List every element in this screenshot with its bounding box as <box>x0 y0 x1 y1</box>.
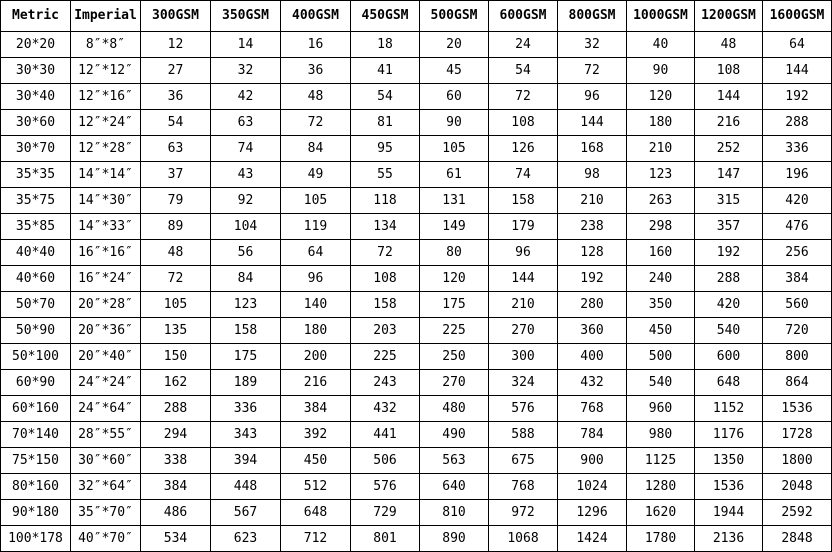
weight-cell: 210 <box>558 188 627 214</box>
weight-cell: 90 <box>420 110 489 136</box>
metric-size-cell: 30*40 <box>1 84 71 110</box>
weight-cell: 338 <box>141 448 211 474</box>
weight-cell: 108 <box>489 110 558 136</box>
weight-cell: 768 <box>489 474 558 500</box>
weight-cell: 384 <box>763 266 832 292</box>
weight-cell: 357 <box>695 214 763 240</box>
weight-cell: 12 <box>141 32 211 58</box>
weight-cell: 1424 <box>558 526 627 552</box>
weight-cell: 1176 <box>695 422 763 448</box>
weight-cell: 175 <box>211 344 281 370</box>
weight-cell: 55 <box>351 162 420 188</box>
weight-cell: 1536 <box>695 474 763 500</box>
weight-cell: 2848 <box>763 526 832 552</box>
weight-cell: 32 <box>558 32 627 58</box>
imperial-size-cell: 20″*36″ <box>71 318 141 344</box>
weight-cell: 432 <box>351 396 420 422</box>
table-row <box>1 370 832 396</box>
weight-cell: 567 <box>211 500 281 526</box>
weight-cell: 37 <box>141 162 211 188</box>
weight-cell: 720 <box>763 318 832 344</box>
table-row <box>1 266 832 292</box>
imperial-size-cell: 14″*33″ <box>71 214 141 240</box>
weight-cell: 1280 <box>627 474 695 500</box>
weight-cell: 324 <box>489 370 558 396</box>
table-row <box>1 240 832 266</box>
table-row <box>1 188 832 214</box>
weight-cell: 298 <box>627 214 695 240</box>
weight-cell: 74 <box>211 136 281 162</box>
weight-cell: 160 <box>627 240 695 266</box>
weight-cell: 450 <box>627 318 695 344</box>
weight-cell: 128 <box>558 240 627 266</box>
weight-cell: 54 <box>141 110 211 136</box>
weight-cell: 563 <box>420 448 489 474</box>
weight-cell: 123 <box>627 162 695 188</box>
weight-cell: 768 <box>558 396 627 422</box>
weight-cell: 432 <box>558 370 627 396</box>
weight-cell: 225 <box>420 318 489 344</box>
column-header: 350GSM <box>211 1 281 32</box>
weight-cell: 350 <box>627 292 695 318</box>
weight-cell: 263 <box>627 188 695 214</box>
weight-cell: 1780 <box>627 526 695 552</box>
weight-cell: 1620 <box>627 500 695 526</box>
weight-cell: 49 <box>281 162 351 188</box>
metric-size-cell: 30*60 <box>1 110 71 136</box>
weight-cell: 420 <box>763 188 832 214</box>
weight-cell: 175 <box>420 292 489 318</box>
weight-cell: 81 <box>351 110 420 136</box>
weight-cell: 158 <box>351 292 420 318</box>
weight-cell: 1296 <box>558 500 627 526</box>
weight-cell: 801 <box>351 526 420 552</box>
weight-cell: 1068 <box>489 526 558 552</box>
metric-size-cell: 35*75 <box>1 188 71 214</box>
weight-cell: 972 <box>489 500 558 526</box>
imperial-size-cell: 12″*16″ <box>71 84 141 110</box>
metric-size-cell: 40*60 <box>1 266 71 292</box>
weight-cell: 63 <box>211 110 281 136</box>
weight-cell: 270 <box>489 318 558 344</box>
weight-cell: 43 <box>211 162 281 188</box>
weight-cell: 96 <box>558 84 627 110</box>
column-header: 1600GSM <box>763 1 832 32</box>
weight-cell: 96 <box>489 240 558 266</box>
weight-cell: 540 <box>627 370 695 396</box>
table-row <box>1 474 832 500</box>
weight-cell: 486 <box>141 500 211 526</box>
weight-cell: 60 <box>420 84 489 110</box>
weight-cell: 1536 <box>763 396 832 422</box>
table-row <box>1 422 832 448</box>
weight-cell: 1350 <box>695 448 763 474</box>
metric-size-cell: 50*100 <box>1 344 71 370</box>
weight-cell: 105 <box>420 136 489 162</box>
metric-size-cell: 80*160 <box>1 474 71 500</box>
imperial-size-cell: 20″*28″ <box>71 292 141 318</box>
weight-cell: 476 <box>763 214 832 240</box>
column-header: 1000GSM <box>627 1 695 32</box>
column-header: 400GSM <box>281 1 351 32</box>
weight-cell: 560 <box>763 292 832 318</box>
weight-cell: 890 <box>420 526 489 552</box>
weight-cell: 180 <box>627 110 695 136</box>
weight-cell: 256 <box>763 240 832 266</box>
imperial-size-cell: 24″*64″ <box>71 396 141 422</box>
weight-cell: 640 <box>420 474 489 500</box>
weight-cell: 712 <box>281 526 351 552</box>
weight-cell: 54 <box>489 58 558 84</box>
weight-cell: 123 <box>211 292 281 318</box>
imperial-size-cell: 12″*12″ <box>71 58 141 84</box>
metric-size-cell: 50*70 <box>1 292 71 318</box>
weight-cell: 42 <box>211 84 281 110</box>
weight-cell: 588 <box>489 422 558 448</box>
weight-cell: 2048 <box>763 474 832 500</box>
table-row <box>1 292 832 318</box>
weight-cell: 144 <box>695 84 763 110</box>
metric-size-cell: 75*150 <box>1 448 71 474</box>
table-body <box>1 32 832 552</box>
weight-cell: 441 <box>351 422 420 448</box>
weight-cell: 189 <box>211 370 281 396</box>
weight-cell: 72 <box>558 58 627 84</box>
weight-cell: 384 <box>141 474 211 500</box>
weight-cell: 72 <box>281 110 351 136</box>
weight-cell: 960 <box>627 396 695 422</box>
weight-cell: 500 <box>627 344 695 370</box>
metric-size-cell: 20*20 <box>1 32 71 58</box>
weight-cell: 105 <box>141 292 211 318</box>
weight-cell: 48 <box>141 240 211 266</box>
weight-cell: 623 <box>211 526 281 552</box>
weight-cell: 192 <box>763 84 832 110</box>
weight-cell: 192 <box>558 266 627 292</box>
weight-cell: 74 <box>489 162 558 188</box>
weight-cell: 210 <box>627 136 695 162</box>
weight-cell: 95 <box>351 136 420 162</box>
weight-cell: 336 <box>211 396 281 422</box>
metric-size-cell: 90*180 <box>1 500 71 526</box>
weight-cell: 41 <box>351 58 420 84</box>
table-row <box>1 500 832 526</box>
weight-cell: 45 <box>420 58 489 84</box>
weight-cell: 200 <box>281 344 351 370</box>
header-row <box>1 1 832 32</box>
weight-cell: 800 <box>763 344 832 370</box>
metric-size-cell: 60*160 <box>1 396 71 422</box>
metric-size-cell: 50*90 <box>1 318 71 344</box>
weight-cell: 92 <box>211 188 281 214</box>
weight-cell: 126 <box>489 136 558 162</box>
column-header: 800GSM <box>558 1 627 32</box>
table-row <box>1 318 832 344</box>
imperial-size-cell: 16″*16″ <box>71 240 141 266</box>
weight-cell: 300 <box>489 344 558 370</box>
metric-size-cell: 35*35 <box>1 162 71 188</box>
weight-cell: 48 <box>695 32 763 58</box>
weight-cell: 864 <box>763 370 832 396</box>
weight-cell: 96 <box>281 266 351 292</box>
weight-cell: 1944 <box>695 500 763 526</box>
weight-cell: 108 <box>695 58 763 84</box>
table-row <box>1 448 832 474</box>
weight-cell: 480 <box>420 396 489 422</box>
table-row <box>1 136 832 162</box>
weight-cell: 18 <box>351 32 420 58</box>
weight-cell: 120 <box>420 266 489 292</box>
imperial-size-cell: 20″*40″ <box>71 344 141 370</box>
column-header: 300GSM <box>141 1 211 32</box>
weight-cell: 158 <box>489 188 558 214</box>
weight-cell: 250 <box>420 344 489 370</box>
weight-cell: 810 <box>420 500 489 526</box>
imperial-size-cell: 14″*30″ <box>71 188 141 214</box>
weight-cell: 140 <box>281 292 351 318</box>
weight-cell: 648 <box>695 370 763 396</box>
weight-cell: 36 <box>141 84 211 110</box>
weight-cell: 216 <box>281 370 351 396</box>
weight-cell: 420 <box>695 292 763 318</box>
weight-cell: 14 <box>211 32 281 58</box>
weight-cell: 98 <box>558 162 627 188</box>
weight-cell: 450 <box>281 448 351 474</box>
table-row <box>1 526 832 552</box>
weight-cell: 506 <box>351 448 420 474</box>
weight-cell: 576 <box>489 396 558 422</box>
weight-cell: 576 <box>351 474 420 500</box>
weight-cell: 64 <box>763 32 832 58</box>
weight-cell: 252 <box>695 136 763 162</box>
weight-cell: 72 <box>489 84 558 110</box>
weight-cell: 135 <box>141 318 211 344</box>
weight-cell: 400 <box>558 344 627 370</box>
weight-cell: 1024 <box>558 474 627 500</box>
weight-cell: 40 <box>627 32 695 58</box>
weight-cell: 63 <box>141 136 211 162</box>
weight-cell: 84 <box>281 136 351 162</box>
weight-cell: 84 <box>211 266 281 292</box>
weight-cell: 216 <box>695 110 763 136</box>
metric-size-cell: 100*178 <box>1 526 71 552</box>
imperial-size-cell: 28″*55″ <box>71 422 141 448</box>
weight-cell: 1125 <box>627 448 695 474</box>
weight-cell: 180 <box>281 318 351 344</box>
weight-cell: 131 <box>420 188 489 214</box>
weight-cell: 490 <box>420 422 489 448</box>
metric-size-cell: 35*85 <box>1 214 71 240</box>
weight-cell: 105 <box>281 188 351 214</box>
weight-cell: 64 <box>281 240 351 266</box>
weight-cell: 315 <box>695 188 763 214</box>
weight-cell: 534 <box>141 526 211 552</box>
table-row <box>1 396 832 422</box>
imperial-size-cell: 35″*70″ <box>71 500 141 526</box>
weight-cell: 225 <box>351 344 420 370</box>
column-header: Metric <box>1 1 71 32</box>
table-row <box>1 58 832 84</box>
weight-cell: 150 <box>141 344 211 370</box>
weight-cell: 90 <box>627 58 695 84</box>
weight-cell: 144 <box>489 266 558 292</box>
weight-cell: 54 <box>351 84 420 110</box>
weight-cell: 134 <box>351 214 420 240</box>
weight-cell: 288 <box>763 110 832 136</box>
metric-size-cell: 30*30 <box>1 58 71 84</box>
weight-cell: 149 <box>420 214 489 240</box>
column-header: 600GSM <box>489 1 558 32</box>
imperial-size-cell: 30″*60″ <box>71 448 141 474</box>
weight-cell: 61 <box>420 162 489 188</box>
weight-cell: 360 <box>558 318 627 344</box>
table-row <box>1 214 832 240</box>
weight-cell: 648 <box>281 500 351 526</box>
weight-cell: 24 <box>489 32 558 58</box>
imperial-size-cell: 40″*70″ <box>71 526 141 552</box>
imperial-size-cell: 24″*24″ <box>71 370 141 396</box>
weight-cell: 16 <box>281 32 351 58</box>
weight-cell: 1152 <box>695 396 763 422</box>
weight-cell: 448 <box>211 474 281 500</box>
table-row <box>1 344 832 370</box>
weight-cell: 72 <box>141 266 211 292</box>
table-row <box>1 84 832 110</box>
weight-cell: 79 <box>141 188 211 214</box>
weight-cell: 147 <box>695 162 763 188</box>
weight-cell: 784 <box>558 422 627 448</box>
column-header: 450GSM <box>351 1 420 32</box>
imperial-size-cell: 14″*14″ <box>71 162 141 188</box>
imperial-size-cell: 12″*24″ <box>71 110 141 136</box>
column-header: Imperial <box>71 1 141 32</box>
weight-cell: 162 <box>141 370 211 396</box>
table-row <box>1 162 832 188</box>
weight-cell: 72 <box>351 240 420 266</box>
table-row <box>1 110 832 136</box>
column-header: 500GSM <box>420 1 489 32</box>
weight-cell: 240 <box>627 266 695 292</box>
weight-cell: 1728 <box>763 422 832 448</box>
weight-cell: 394 <box>211 448 281 474</box>
weight-cell: 512 <box>281 474 351 500</box>
imperial-size-cell: 8″*8″ <box>71 32 141 58</box>
table-row <box>1 32 832 58</box>
weight-cell: 144 <box>558 110 627 136</box>
weight-cell: 294 <box>141 422 211 448</box>
weight-cell: 675 <box>489 448 558 474</box>
weight-cell: 600 <box>695 344 763 370</box>
metric-size-cell: 60*90 <box>1 370 71 396</box>
weight-cell: 196 <box>763 162 832 188</box>
weight-cell: 540 <box>695 318 763 344</box>
weight-cell: 48 <box>281 84 351 110</box>
weight-cell: 104 <box>211 214 281 240</box>
weight-cell: 270 <box>420 370 489 396</box>
weight-cell: 168 <box>558 136 627 162</box>
weight-cell: 144 <box>763 58 832 84</box>
metric-size-cell: 40*40 <box>1 240 71 266</box>
weight-cell: 1800 <box>763 448 832 474</box>
weight-cell: 288 <box>695 266 763 292</box>
weight-cell: 27 <box>141 58 211 84</box>
weight-cell: 900 <box>558 448 627 474</box>
weight-cell: 179 <box>489 214 558 240</box>
weight-cell: 120 <box>627 84 695 110</box>
metric-size-cell: 30*70 <box>1 136 71 162</box>
weight-cell: 280 <box>558 292 627 318</box>
weight-cell: 343 <box>211 422 281 448</box>
weight-cell: 336 <box>763 136 832 162</box>
imperial-size-cell: 16″*24″ <box>71 266 141 292</box>
weight-cell: 56 <box>211 240 281 266</box>
weight-cell: 36 <box>281 58 351 84</box>
weight-cell: 288 <box>141 396 211 422</box>
imperial-size-cell: 32″*64″ <box>71 474 141 500</box>
weight-cell: 119 <box>281 214 351 240</box>
weight-cell: 980 <box>627 422 695 448</box>
weight-cell: 238 <box>558 214 627 240</box>
weight-cell: 20 <box>420 32 489 58</box>
weight-cell: 32 <box>211 58 281 84</box>
weight-cell: 203 <box>351 318 420 344</box>
weight-cell: 80 <box>420 240 489 266</box>
weight-cell: 729 <box>351 500 420 526</box>
weight-cell: 158 <box>211 318 281 344</box>
weight-cell: 192 <box>695 240 763 266</box>
weight-cell: 384 <box>281 396 351 422</box>
weight-cell: 89 <box>141 214 211 240</box>
column-header: 1200GSM <box>695 1 763 32</box>
metric-size-cell: 70*140 <box>1 422 71 448</box>
weight-cell: 118 <box>351 188 420 214</box>
imperial-size-cell: 12″*28″ <box>71 136 141 162</box>
weight-cell: 210 <box>489 292 558 318</box>
weight-cell: 243 <box>351 370 420 396</box>
weight-cell: 2592 <box>763 500 832 526</box>
weight-cell: 2136 <box>695 526 763 552</box>
weight-cell: 392 <box>281 422 351 448</box>
weight-cell: 108 <box>351 266 420 292</box>
